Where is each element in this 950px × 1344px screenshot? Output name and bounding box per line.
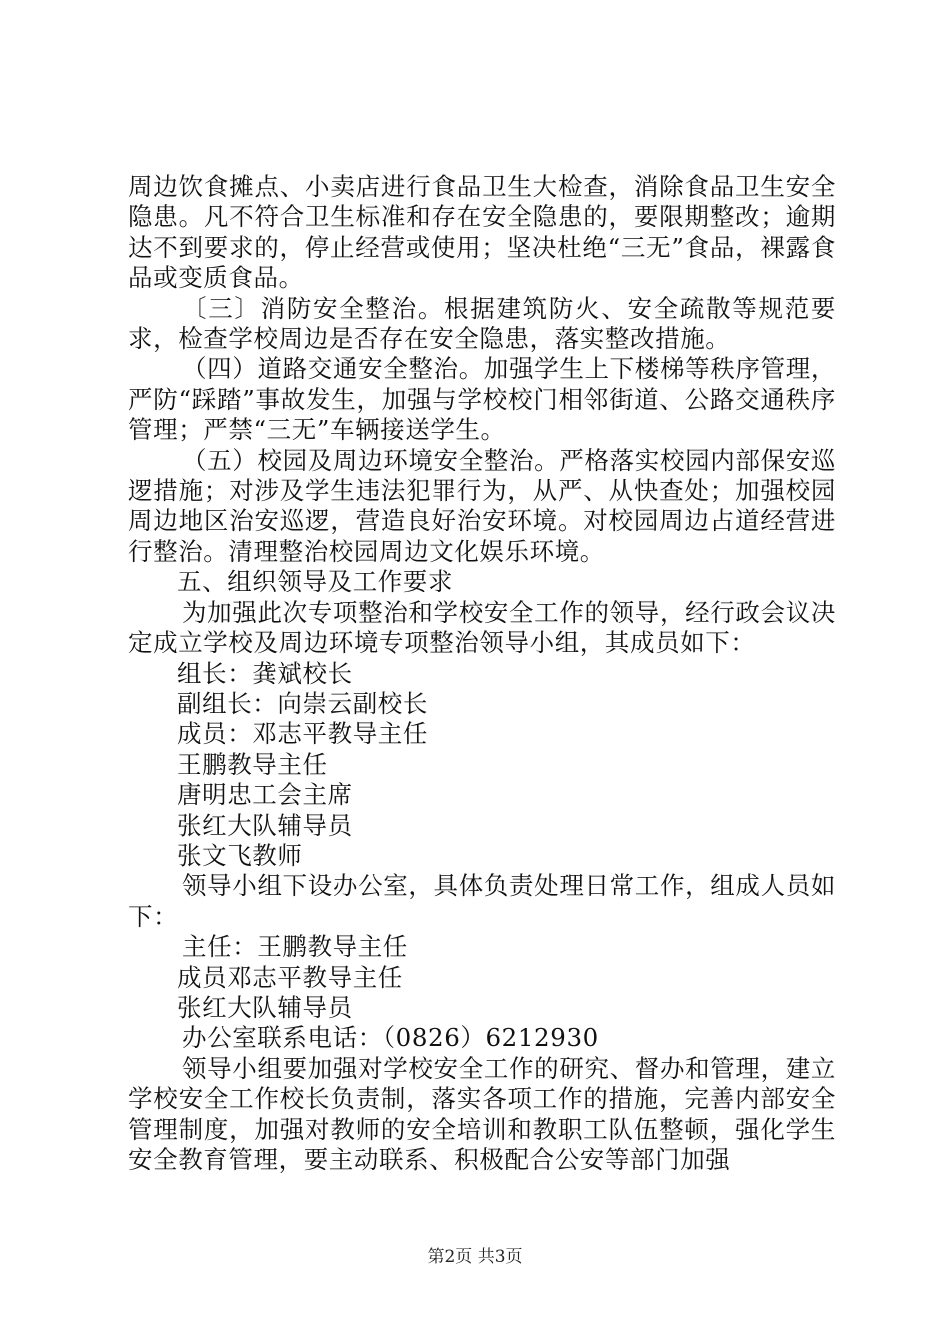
page-number-footer: 第2页 共3页 bbox=[427, 1247, 523, 1267]
office-phone: 办公室联系电话：（0826）6212930 bbox=[182, 1023, 599, 1053]
list-item-member: 成员：邓志平教导主任 bbox=[177, 719, 428, 749]
list-item-deputy-leader: 副组长：向崇云副校长 bbox=[177, 688, 428, 718]
list-item-office-director: 主任：王鹏教导主任 bbox=[182, 932, 408, 962]
paragraph-office: 领导小组下设办公室，具体负责处理日常工作，组成人员如下： bbox=[128, 871, 836, 931]
paragraph-leadership-group: 为加强此次专项整治和学校安全工作的领导，经行政会议决定成立学校及周边环境专项整治领导小组，其成员如下： bbox=[128, 597, 836, 658]
paragraph-traffic-safety: （四）道路交通安全整治。加强学生上下楼梯等秩序管理，严防“踩踏”事故发生，加强与学校校门相邻街道、公路交通秩序管理；严禁“三无”车辆接送学生。 bbox=[128, 354, 836, 445]
list-item-member: 王鹏教导主任 bbox=[177, 749, 328, 779]
paragraph-fire-safety: 〔三〕消防安全整治。根据建筑防火、安全疏散等规范要求，检查学校周边是否存在安全隐患，落实整改措施。 bbox=[128, 293, 836, 354]
list-item-member: 张红大队辅导员 bbox=[177, 810, 353, 840]
paragraph-campus-environment: （五）校园及周边环境安全整治。严格落实校园内部保安巡逻措施；对涉及学生违法犯罪行为，从严、从快查处；加强校园周边地区治安巡逻，营造良好治安环境。对校园周边占道经营进行整治。清理整治校园周边文化娱乐环境。 bbox=[128, 445, 836, 566]
list-item-member: 唐明忠工会主席 bbox=[177, 780, 353, 810]
section-heading-organization: 五、组织领导及工作要求 bbox=[177, 567, 454, 597]
list-item-group-leader: 组长：龚斌校长 bbox=[177, 658, 353, 688]
list-item-office-member: 成员邓志平教导主任 bbox=[177, 962, 403, 992]
document-body bbox=[128, 172, 836, 1175]
list-item-member: 张文飞教师 bbox=[177, 840, 303, 870]
paragraph-food-safety-cont: 周边饮食摊点、小卖店进行食品卫生大检查，消除食品卫生安全隐患。凡不符合卫生标准和存在安全隐患的，要限期整改；逾期达不到要求的，停止经营或使用；坚决杜绝“三无”食品，裸露食品或变质食品。 bbox=[128, 172, 836, 293]
list-item-office-member: 张红大队辅导员 bbox=[177, 992, 353, 1022]
paragraph-responsibilities: 领导小组要加强对学校安全工作的研究、督办和管理，建立学校安全工作校长负责制，落实各项工作的措施，完善内部安全管理制度，加强对教师的安全培训和教职工队伍整顿，强化学生安全教育管理，要主动联系、积极配合公安等部门加强 bbox=[128, 1053, 836, 1174]
